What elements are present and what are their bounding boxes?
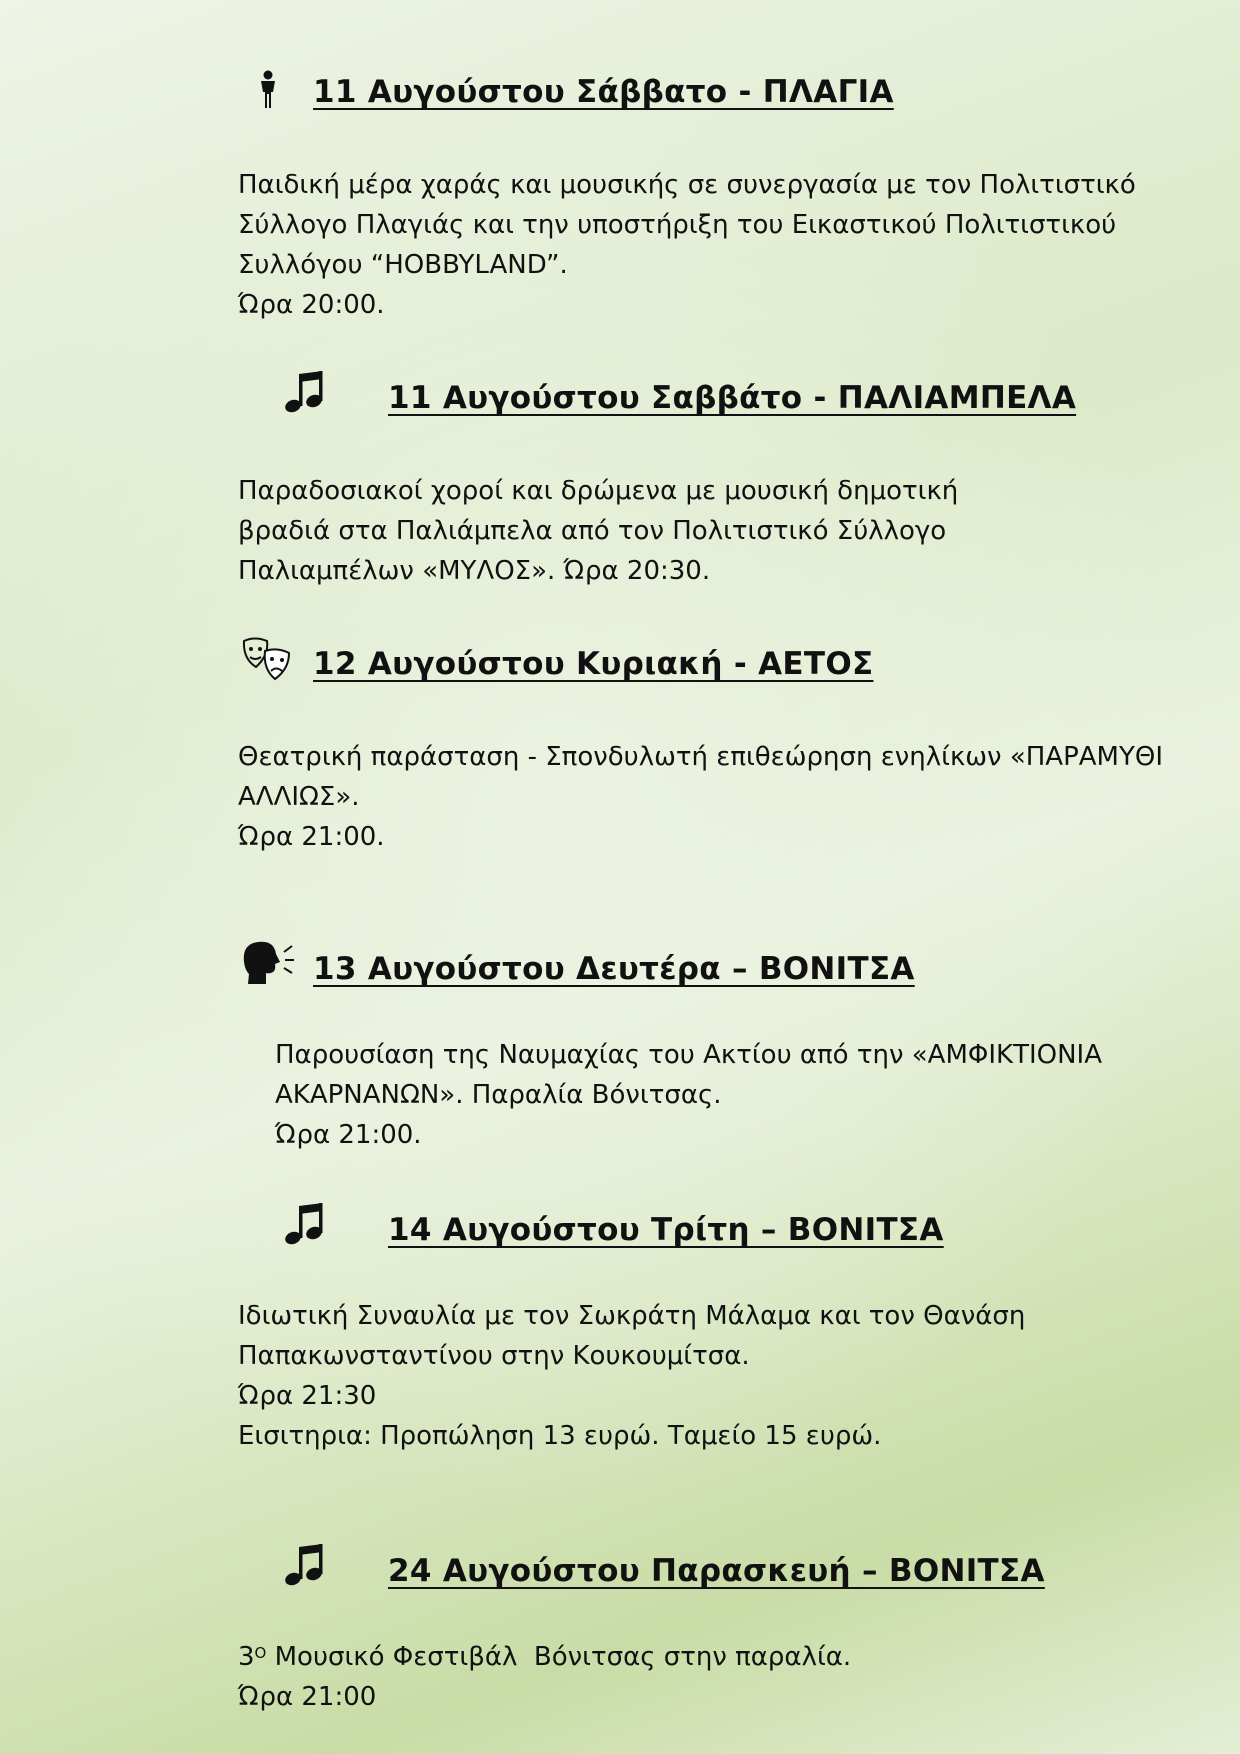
event-line: βραδιά στα Παλιάμπελα από τον Πολιτιστικό Σύλλογο [238,516,947,546]
event-line: Παιδική μέρα χαράς και μουσικής σε συνεργασία με τον Πολιτιστικό [238,170,1136,200]
event-title: 14 Αυγούστου Τρίτη – ΒΟΝΙΤΣΑ [388,1212,944,1248]
event-time: Ώρα 21:00. [275,1120,422,1150]
event-description [238,737,1163,857]
event-title: 12 Αυγούστου Κυριακή - ΑΕΤΟΣ [313,646,874,682]
event-line: Συλλόγου “HOBBYLAND”. [238,250,568,280]
event-title: 11 Αυγούστου Σάββατο - ΠΛΑΓΙΑ [313,74,894,110]
event-line: Παπακωνσταντίνου στην Κουκουμίτσα. [238,1341,750,1371]
event-time: Ώρα 21:00 [238,1682,377,1712]
festival-text: Μουσικό Φεστιβάλ Βόνιτσας στην παραλία. [266,1642,852,1672]
event-title: 24 Αυγούστου Παρασκευή – ΒΟΝΙΤΣΑ [388,1553,1045,1589]
event-line [238,1637,851,1677]
event-description [238,165,1136,325]
event-line: Ιδιωτική Συναυλία με τον Σωκράτη Μάλαμα και τον Θανάση [238,1301,1026,1331]
event-description [238,1637,851,1717]
event-title: 11 Αυγούστου Σαββάτο - ΠΑΛΙΑΜΠΕΛΑ [388,380,1077,416]
event-description [275,1035,1102,1155]
event-line: Σύλλογο Πλαγιάς και την υποστήριξη του Εικαστικού Πολιτιστικού [238,210,1117,240]
event-ticket-info: Εισιτηρια: Προπώληση 13 ευρώ. Ταμείο 15 ευρώ. [238,1421,882,1451]
event-description [238,1296,1025,1456]
event-line: Παλιαμπέλων «ΜΥΛΟΣ». Ώρα 20:30. [238,556,711,586]
event-time: Ώρα 20:00. [238,290,385,320]
music-note-icon [284,1202,324,1246]
speaking-head-icon [240,940,296,988]
event-description [238,471,958,591]
event-line: Θεατρική παράσταση - Σπονδυλωτή επιθεώρηση ενηλίκων «ΠΑΡΑΜΥΘΙ [238,742,1163,772]
music-note-icon [284,1543,324,1587]
event-line: ΑΛΛΙΩΣ». [238,782,360,812]
event-title: 13 Αυγούστου Δευτέρα – ΒΟΝΙΤΣΑ [313,951,915,987]
event-line: Παραδοσιακοί χοροί και δρώμενα με μουσική δημοτική [238,476,959,506]
event-line: Παρουσίαση της Ναυμαχίας του Ακτίου από την «ΑΜΦΙΚΤΙΟΝΙΑ [275,1040,1102,1070]
event-time: Ώρα 21:30 [238,1381,377,1411]
theater-masks-icon [241,637,293,683]
event-line: ΑΚΑΡΝΑΝΩΝ». Παραλία Βόνιτσας. [275,1080,722,1110]
person-icon [258,70,278,110]
ordinal-number: 3 [238,1642,255,1672]
event-time: Ώρα 21:00. [238,822,385,852]
music-note-icon [284,370,324,414]
ordinal-suffix: Ο [254,1644,267,1662]
